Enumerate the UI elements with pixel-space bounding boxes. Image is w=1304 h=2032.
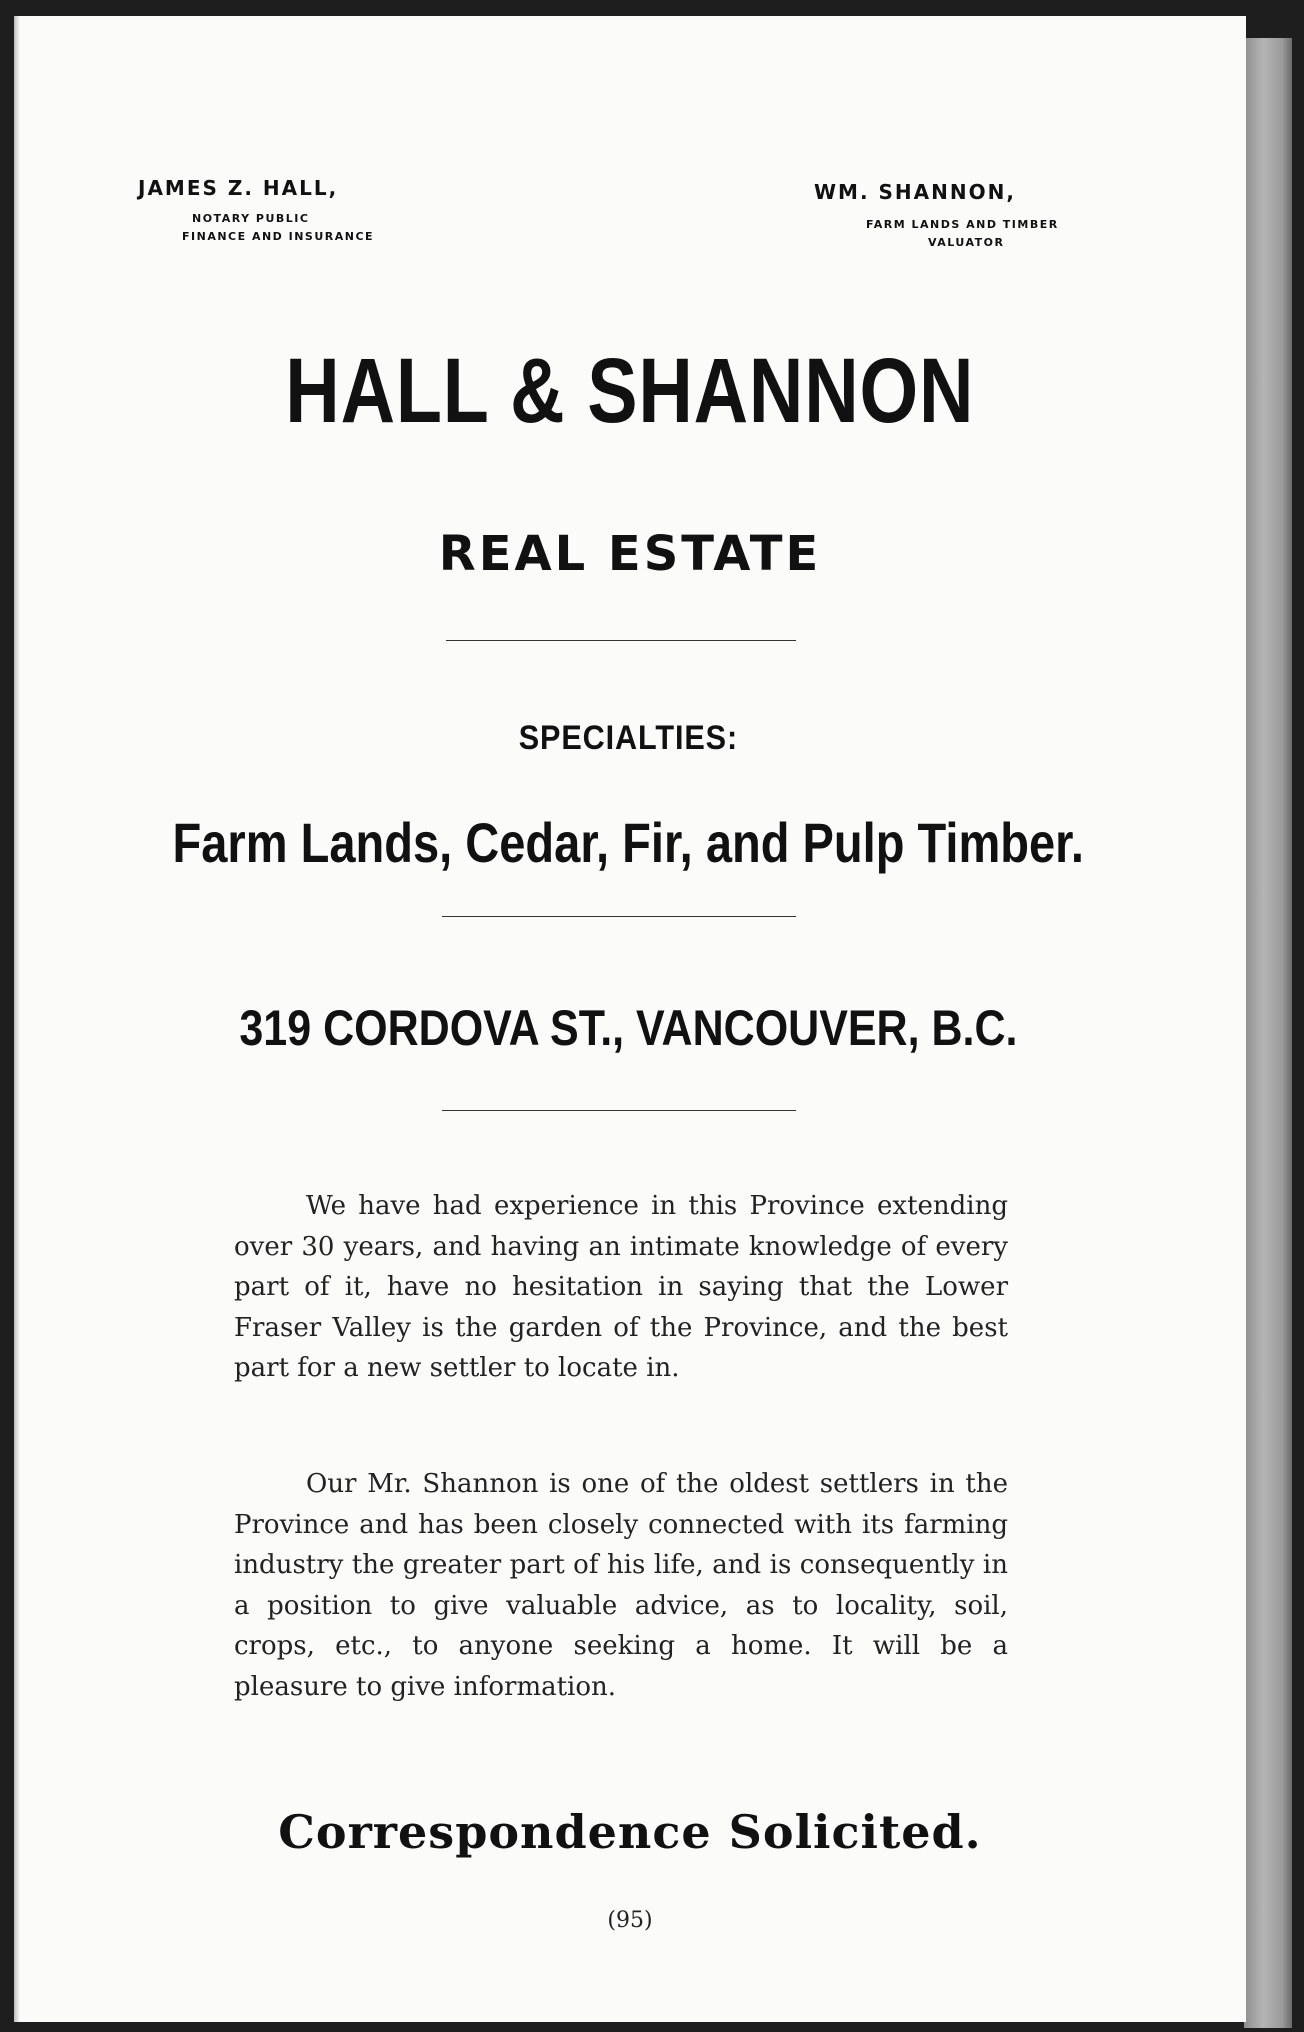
page-edge [1244, 38, 1292, 2028]
divider [442, 1110, 796, 1111]
page-number: (95) [607, 1908, 653, 1933]
header-left-title: NOTARY PUBLIC [192, 212, 310, 225]
address: 319 CORDOVA ST., VANCOUVER, B.C. [239, 1000, 1018, 1056]
header-left-name: JAMES Z. HALL, [138, 176, 339, 200]
header-right-role: VALUATOR [928, 236, 1005, 249]
paragraph-shannon: Our Mr. Shannon is one of the oldest settlers in the Province and has been closely connected with its farming industry the greater part of his life, and is consequently in a position to give valuable advice, as to locality, soil, crops, etc., to anyone seeking a home. It will be a pleasure to give information. [234, 1469, 1008, 1702]
closing-line: Correspondence Solicited. [278, 1805, 982, 1859]
firm-subtitle: REAL ESTATE [438, 526, 822, 582]
header-right-name: WM. SHANNON, [814, 180, 1016, 204]
specialties-text: Farm Lands, Cedar, Fir, and Pulp Timber. [172, 811, 1084, 874]
firm-title: HALL & SHANNON [285, 340, 975, 442]
document-page [14, 16, 1246, 2022]
header-left-services: FINANCE AND INSURANCE [182, 230, 375, 243]
specialties-heading: SPECIALTIES: [518, 719, 739, 757]
paragraph-experience: We have had experience in this Province extending over 30 years, and having an intimate knowledge of every part of it, have no hesitation in saying that the Lower Fraser Valley is the garden of the Province, and the best part for a new settler to locate in. [234, 1191, 1008, 1383]
header-left [138, 176, 468, 246]
header-right [804, 180, 1134, 252]
divider [442, 916, 796, 917]
header-right-title: FARM LANDS AND TIMBER [866, 218, 1059, 231]
page-gutter-shadow [14, 16, 20, 2022]
divider [446, 640, 796, 641]
